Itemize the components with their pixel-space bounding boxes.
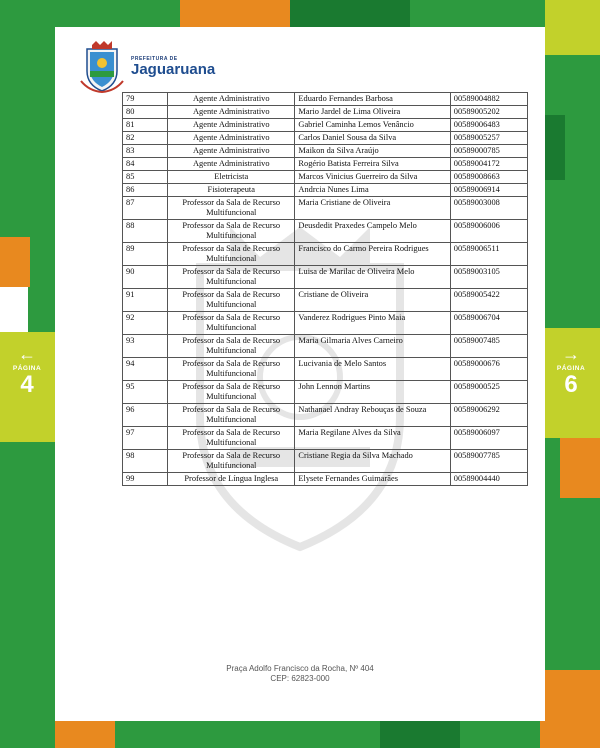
table-row [123,404,528,427]
row-number-cell: 82 [123,132,168,145]
name-cell: Elysete Fernandes Guimarães [295,473,450,486]
role-cell: Professor da Sala de Recurso Multifuncional [168,289,295,312]
name-cell: Lucivania de Melo Santos [295,358,450,381]
row-number-cell: 81 [123,119,168,132]
registration-code-cell: 00589005202 [450,106,527,119]
role-cell: Professor da Sala de Recurso Multifuncional [168,243,295,266]
registration-code-cell: 00589006483 [450,119,527,132]
role-cell: Agente Administrativo [168,158,295,171]
bg-orange-top [180,0,290,28]
table-row [123,335,528,358]
registration-code-cell: 00589006511 [450,243,527,266]
row-number-cell: 91 [123,289,168,312]
row-number-cell: 87 [123,197,168,220]
table-row [123,312,528,335]
table-row [123,119,528,132]
name-cell: Carlos Daniel Sousa da Silva [295,132,450,145]
name-cell: Andrcia Nunes Lima [295,184,450,197]
table-row [123,450,528,473]
role-cell: Professor da Sala de Recurso Multifuncional [168,427,295,450]
name-cell: Rogério Batista Ferreira Silva [295,158,450,171]
name-cell: Marcos Vinicius Guerreiro da Silva [295,171,450,184]
row-number-cell: 92 [123,312,168,335]
role-cell: Agente Administrativo [168,106,295,119]
arrow-left-icon: ← [18,344,36,364]
next-page-label: PÁGINA [556,365,586,372]
row-number-cell: 95 [123,381,168,404]
role-cell: Professor da Sala de Recurso Multifuncional [168,450,295,473]
arrow-right-icon: → [562,344,580,364]
bg-dark-green-top [290,0,410,28]
role-cell: Professor de Língua Inglesa [168,473,295,486]
role-cell: Professor da Sala de Recurso Multifuncional [168,266,295,289]
table-row [123,132,528,145]
row-number-cell: 94 [123,358,168,381]
name-cell: John Lennon Martins [295,381,450,404]
table-row [123,289,528,312]
registration-code-cell: 00589006704 [450,312,527,335]
table-row [123,93,528,106]
logo-subtitle: PREFEITURA DE [131,56,178,62]
table-row [123,106,528,119]
name-cell: Nathanael Andray Rebouças de Souza [295,404,450,427]
row-number-cell: 84 [123,158,168,171]
document-page [55,27,545,721]
row-number-cell: 89 [123,243,168,266]
registration-code-cell: 00589007785 [450,450,527,473]
table-row [123,427,528,450]
table-row [123,266,528,289]
role-cell: Professor da Sala de Recurso Multifuncional [168,312,295,335]
name-cell: Vanderez Rodrigues Pinto Maia [295,312,450,335]
name-cell: Maria Gilmaria Alves Carneiro [295,335,450,358]
prev-page-number: 4 [20,371,34,398]
registration-code-cell: 00589000676 [450,358,527,381]
bg-orange-left [0,237,30,287]
page-footer [55,664,545,684]
logo-title: Jaguaruana [131,61,216,78]
role-cell: Eletricista [168,171,295,184]
role-cell: Agente Administrativo [168,93,295,106]
table-row [123,197,528,220]
address-line-2: CEP: 62823-000 [270,674,330,683]
role-cell: Professor da Sala de Recurso Multifuncional [168,197,295,220]
table-row [123,145,528,158]
registration-code-cell: 00589000785 [450,145,527,158]
role-cell: Agente Administrativo [168,145,295,158]
row-number-cell: 88 [123,220,168,243]
role-cell: Professor da Sala de Recurso Multifuncional [168,358,295,381]
role-cell: Agente Administrativo [168,119,295,132]
name-cell: Cristiane Regia da Silva Machado [295,450,450,473]
row-number-cell: 85 [123,171,168,184]
registration-code-cell: 00589007485 [450,335,527,358]
role-cell: Fisioterapeuta [168,184,295,197]
next-page-link[interactable] [550,345,592,398]
row-number-cell: 93 [123,335,168,358]
registration-code-cell: 00589006292 [450,404,527,427]
name-cell: Eduardo Fernandes Barbosa [295,93,450,106]
table-row [123,358,528,381]
registration-code-cell: 00589005422 [450,289,527,312]
address-line-1: Praça Adolfo Francisco da Rocha, Nº 404 [226,664,374,673]
row-number-cell: 96 [123,404,168,427]
table-row [123,158,528,171]
bg-orange-right [560,438,600,498]
name-cell: Maikon da Silva Araújo [295,145,450,158]
role-cell: Professor da Sala de Recurso Multifuncional [168,220,295,243]
name-cell: Maria Cristiane de Oliveira [295,197,450,220]
registration-code-cell: 00589006006 [450,220,527,243]
name-cell: Gabriel Caminha Lemos Venâncio [295,119,450,132]
bg-orange-bottom-right [540,670,600,748]
role-cell: Professor da Sala de Recurso Multifuncional [168,381,295,404]
registration-code-cell: 00589008663 [450,171,527,184]
name-cell: Francisco do Carmo Pereira Rodrigues [295,243,450,266]
bg-dark-green-bottom [380,721,460,748]
table-row [123,184,528,197]
row-number-cell: 79 [123,93,168,106]
table-row [123,381,528,404]
coat-of-arms-icon [79,41,125,93]
row-number-cell: 98 [123,450,168,473]
prev-page-link[interactable] [6,345,48,398]
row-number-cell: 80 [123,106,168,119]
bg-yellow-top-right [545,0,600,55]
role-cell: Agente Administrativo [168,132,295,145]
name-cell: Luisa de Marilac de Oliveira Melo [295,266,450,289]
registration-code-cell: 00589000525 [450,381,527,404]
table-row [123,171,528,184]
records-table [122,92,528,486]
row-number-cell: 97 [123,427,168,450]
registration-code-cell: 00589006914 [450,184,527,197]
registration-code-cell: 00589004882 [450,93,527,106]
name-cell: Deusdedit Praxedes Campelo Melo [295,220,450,243]
bg-dark-green-right [545,115,565,180]
row-number-cell: 86 [123,184,168,197]
row-number-cell: 90 [123,266,168,289]
prev-page-label: PÁGINA [12,365,42,372]
registration-code-cell: 00589004440 [450,473,527,486]
name-cell: Maria Regilane Alves da Silva [295,427,450,450]
registration-code-cell: 00589004172 [450,158,527,171]
table-row [123,243,528,266]
table-row [123,220,528,243]
name-cell: Cristiane de Oliveira [295,289,450,312]
bg-white-left [0,287,28,332]
prefeitura-logo [79,41,215,93]
registration-code-cell: 00589003008 [450,197,527,220]
table-row [123,473,528,486]
row-number-cell: 83 [123,145,168,158]
registration-code-cell: 00589005257 [450,132,527,145]
role-cell: Professor da Sala de Recurso Multifuncional [168,404,295,427]
bg-orange-bottom-left [55,721,115,748]
row-number-cell: 99 [123,473,168,486]
name-cell: Mario Jardel de Lima Oliveira [295,106,450,119]
registration-code-cell: 00589003105 [450,266,527,289]
registration-code-cell: 00589006097 [450,427,527,450]
next-page-number: 6 [564,371,578,398]
role-cell: Professor da Sala de Recurso Multifuncional [168,335,295,358]
